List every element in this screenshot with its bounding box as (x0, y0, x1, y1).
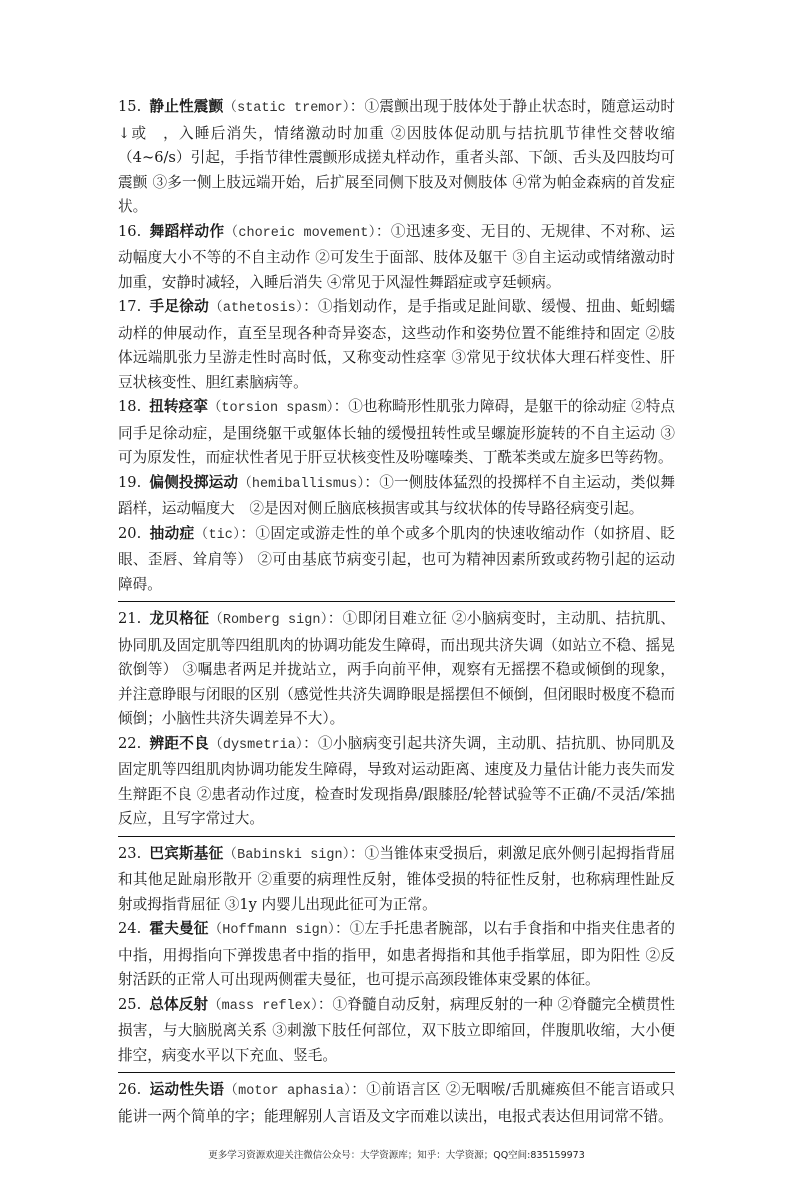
entry-term: 总体反射 (149, 995, 209, 1013)
term-entry (118, 732, 675, 832)
entry-number: 26. (118, 1081, 142, 1098)
entry-definition: ：①当锥体束受损后，刺激足底外侧引起拇指背屈和其他足趾扇形散开 ②重要的病理性反射，锥体受损的特征性反射，也称病理性趾反射或拇指背屈征 ③1y 内婴儿出现此征可为正常。 (118, 844, 675, 913)
entry-number: 15. (118, 98, 142, 115)
entry-term: 霍夫曼征 (149, 920, 209, 937)
entry-term: 舞蹈样动作 (149, 222, 225, 240)
term-entry (118, 917, 675, 993)
entry-definition: ：①震颤出现于肢体处于静止状态时，随意运动时↓或 ，入睡后消失，情绪激动时加重 ②因肢体促动肌与拮抗肌节律性交替收缩（4~6/s）引起，手指节律性震颤形成搓丸样动作，重者头部、下颌、舌头及四肢均可震颤 ③多一侧上肢远端开始，后扩展至同侧下肢及对侧肢体 ④常为帕金森病的首发症状。 (118, 98, 675, 215)
term-entry (118, 220, 675, 296)
entry-term: 扭转痉挛 (149, 398, 208, 415)
entry-term: 手足徐动 (149, 298, 210, 315)
entry-definition: ：①前语言区 ②无咽喉/舌肌瘫痪但不能言语或只能讲一两个简单的字；能理解别人言语及文字而难以读出，电报式表达但用词常不错。 (118, 1081, 675, 1125)
entry-term: 运动性失语 (149, 1081, 225, 1098)
entry-english: （static tremor） (223, 101, 350, 116)
entry-english: （Babinski sign） (223, 847, 350, 863)
entry-term: 龙贝格征 (149, 610, 210, 627)
term-entry (118, 1078, 675, 1129)
page-footer: 更多学习资源欢迎关注微信公众号：大学资源库；知乎：大学资源；QQ空间:835159973 (208, 1150, 585, 1161)
document-body (118, 95, 675, 1129)
entry-number: 16. (118, 222, 142, 240)
entry-number: 19. (118, 473, 142, 491)
term-entry (118, 95, 675, 220)
entry-english: （hemiballismus） (238, 476, 365, 492)
entry-definition: ：①小脑病变引起共济失调，主动肌、拮抗肌、协同肌及固定肌等四组肌肉协调功能发生障碍，导致对运动距离、速度及力量估计能力丧失而发生辩距不良 ②患者动作过度，检查时发现指鼻/跟膝胫/轮替试验等不正确/不灵活/笨拙反应，且写字常过大。 (118, 734, 675, 827)
entry-english: （Romberg sign） (209, 613, 328, 628)
term-entry (118, 471, 675, 522)
term-entry (118, 993, 675, 1069)
entry-number: 21. (118, 610, 142, 627)
entry-number: 20. (118, 524, 142, 542)
entry-english: （mass reflex） (208, 998, 318, 1014)
entry-number: 22. (118, 734, 142, 752)
entry-definition: ：①也称畸形性肌张力障碍，是躯干的徐动症 ②特点同手足徐动症，是围绕躯干或躯体长轴的缓慢扭转性或呈螺旋形旋转的不自主运动 ③可为原发性，而症状性者见于肝豆状核变性及吩噻嗪类、丁酰苯类或左旋多巴等药物。 (118, 398, 675, 466)
entry-term: 偏侧投掷运动 (149, 473, 239, 491)
term-entry (118, 842, 675, 918)
entry-english: （tic） (194, 527, 241, 543)
entry-definition: ：①迅速多变、无目的、无规律、不对称、运动幅度大小不等的不自主动作 ②可发生于面部、肢体及躯干 ③自主运动或情绪激动时加重，安静时减轻，入睡后消失 ④常见于风湿性舞蹈症或亨廷顿病。 (118, 222, 675, 291)
entry-term: 静止性震颤 (149, 98, 224, 115)
entry-term: 巴宾斯基征 (149, 844, 224, 862)
entry-definition: ：①一侧肢体猛烈的投掷样不自主运动，类似舞蹈样，运动幅度大 ②是因对侧丘脑底核损害或其与纹状体的传导路径病变引起。 (118, 473, 675, 517)
entry-english: （choreic movement） (224, 225, 376, 241)
section-divider (118, 836, 675, 837)
term-entry (118, 295, 675, 395)
entry-english: （motor aphasia） (224, 1084, 352, 1099)
term-entry (118, 522, 675, 598)
entry-number: 25. (118, 995, 142, 1013)
entry-definition: ：①脊髓自动反射，病理反射的一种 ②脊髓完全横贯性损害，与大脑脱离关系 ③刺激下肢任何部位，双下肢立即缩回，伴腹肌收缩，大小便排空，病变水平以下充血、竖毛。 (118, 995, 675, 1064)
entry-definition: ：①固定或游走性的单个或多个肌肉的快速收缩动作（如挤眉、眨眼、歪唇、耸肩等） ②可由基底节病变引起，也可为精神因素所致或药物引起的运动障碍。 (118, 524, 675, 593)
entry-english: （torsion spasm） (207, 401, 334, 416)
entry-term: 辨距不良 (149, 734, 210, 752)
entry-number: 17. (118, 298, 142, 315)
entry-number: 24. (118, 920, 142, 937)
term-entry (118, 607, 675, 732)
entry-english: （dysmetria） (209, 737, 304, 753)
entry-definition: ：①即闭目难立征 ②小脑病变时，主动肌、拮抗肌、协同肌及固定肌等四组肌肉的协调功能发生障碍，而出现共济失调（如站立不稳、摇晃欲倒等） ③嘱患者两足并拢站立，两手向前平伸，观察有无摇摆不稳或倾倒的现象，并注意睁眼与闭眼的区别（感觉性共济失调睁眼是摇摆但不倾倒，但闭眼时极度不稳而倾倒；小脑性共济失调差异不大）。 (118, 610, 675, 727)
term-entry (118, 395, 675, 471)
entry-english: （athetosis） (209, 301, 304, 316)
entry-number: 18. (118, 398, 142, 415)
entry-number: 23. (118, 844, 142, 862)
entry-definition: ：①指划动作，是手指或足趾间歇、缓慢、扭曲、蚯蚓蠕动样的伸展动作，直至呈现各种奇异姿态，这些动作和姿势位置不能维持和固定 ②肢体远端肌张力呈游走性时高时低，又称变动性痉挛 ③常见于纹状体大理石样变性、肝豆状核变性、胆红素脑病等。 (118, 298, 675, 391)
entry-term: 抽动症 (149, 524, 195, 542)
entry-english: （Hoffmann sign） (208, 923, 335, 938)
entry-definition: ：①左手托患者腕部，以右手食指和中指夹住患者的中指，用拇指向下弹拨患者中指的指甲，如患者拇指和其他手指掌屈，即为阳性 ②反射活跃的正常人可出现两侧霍夫曼征，也可提示高颈段锥体束受累的体征。 (118, 920, 675, 988)
section-divider (118, 1072, 675, 1073)
section-divider (118, 601, 675, 602)
